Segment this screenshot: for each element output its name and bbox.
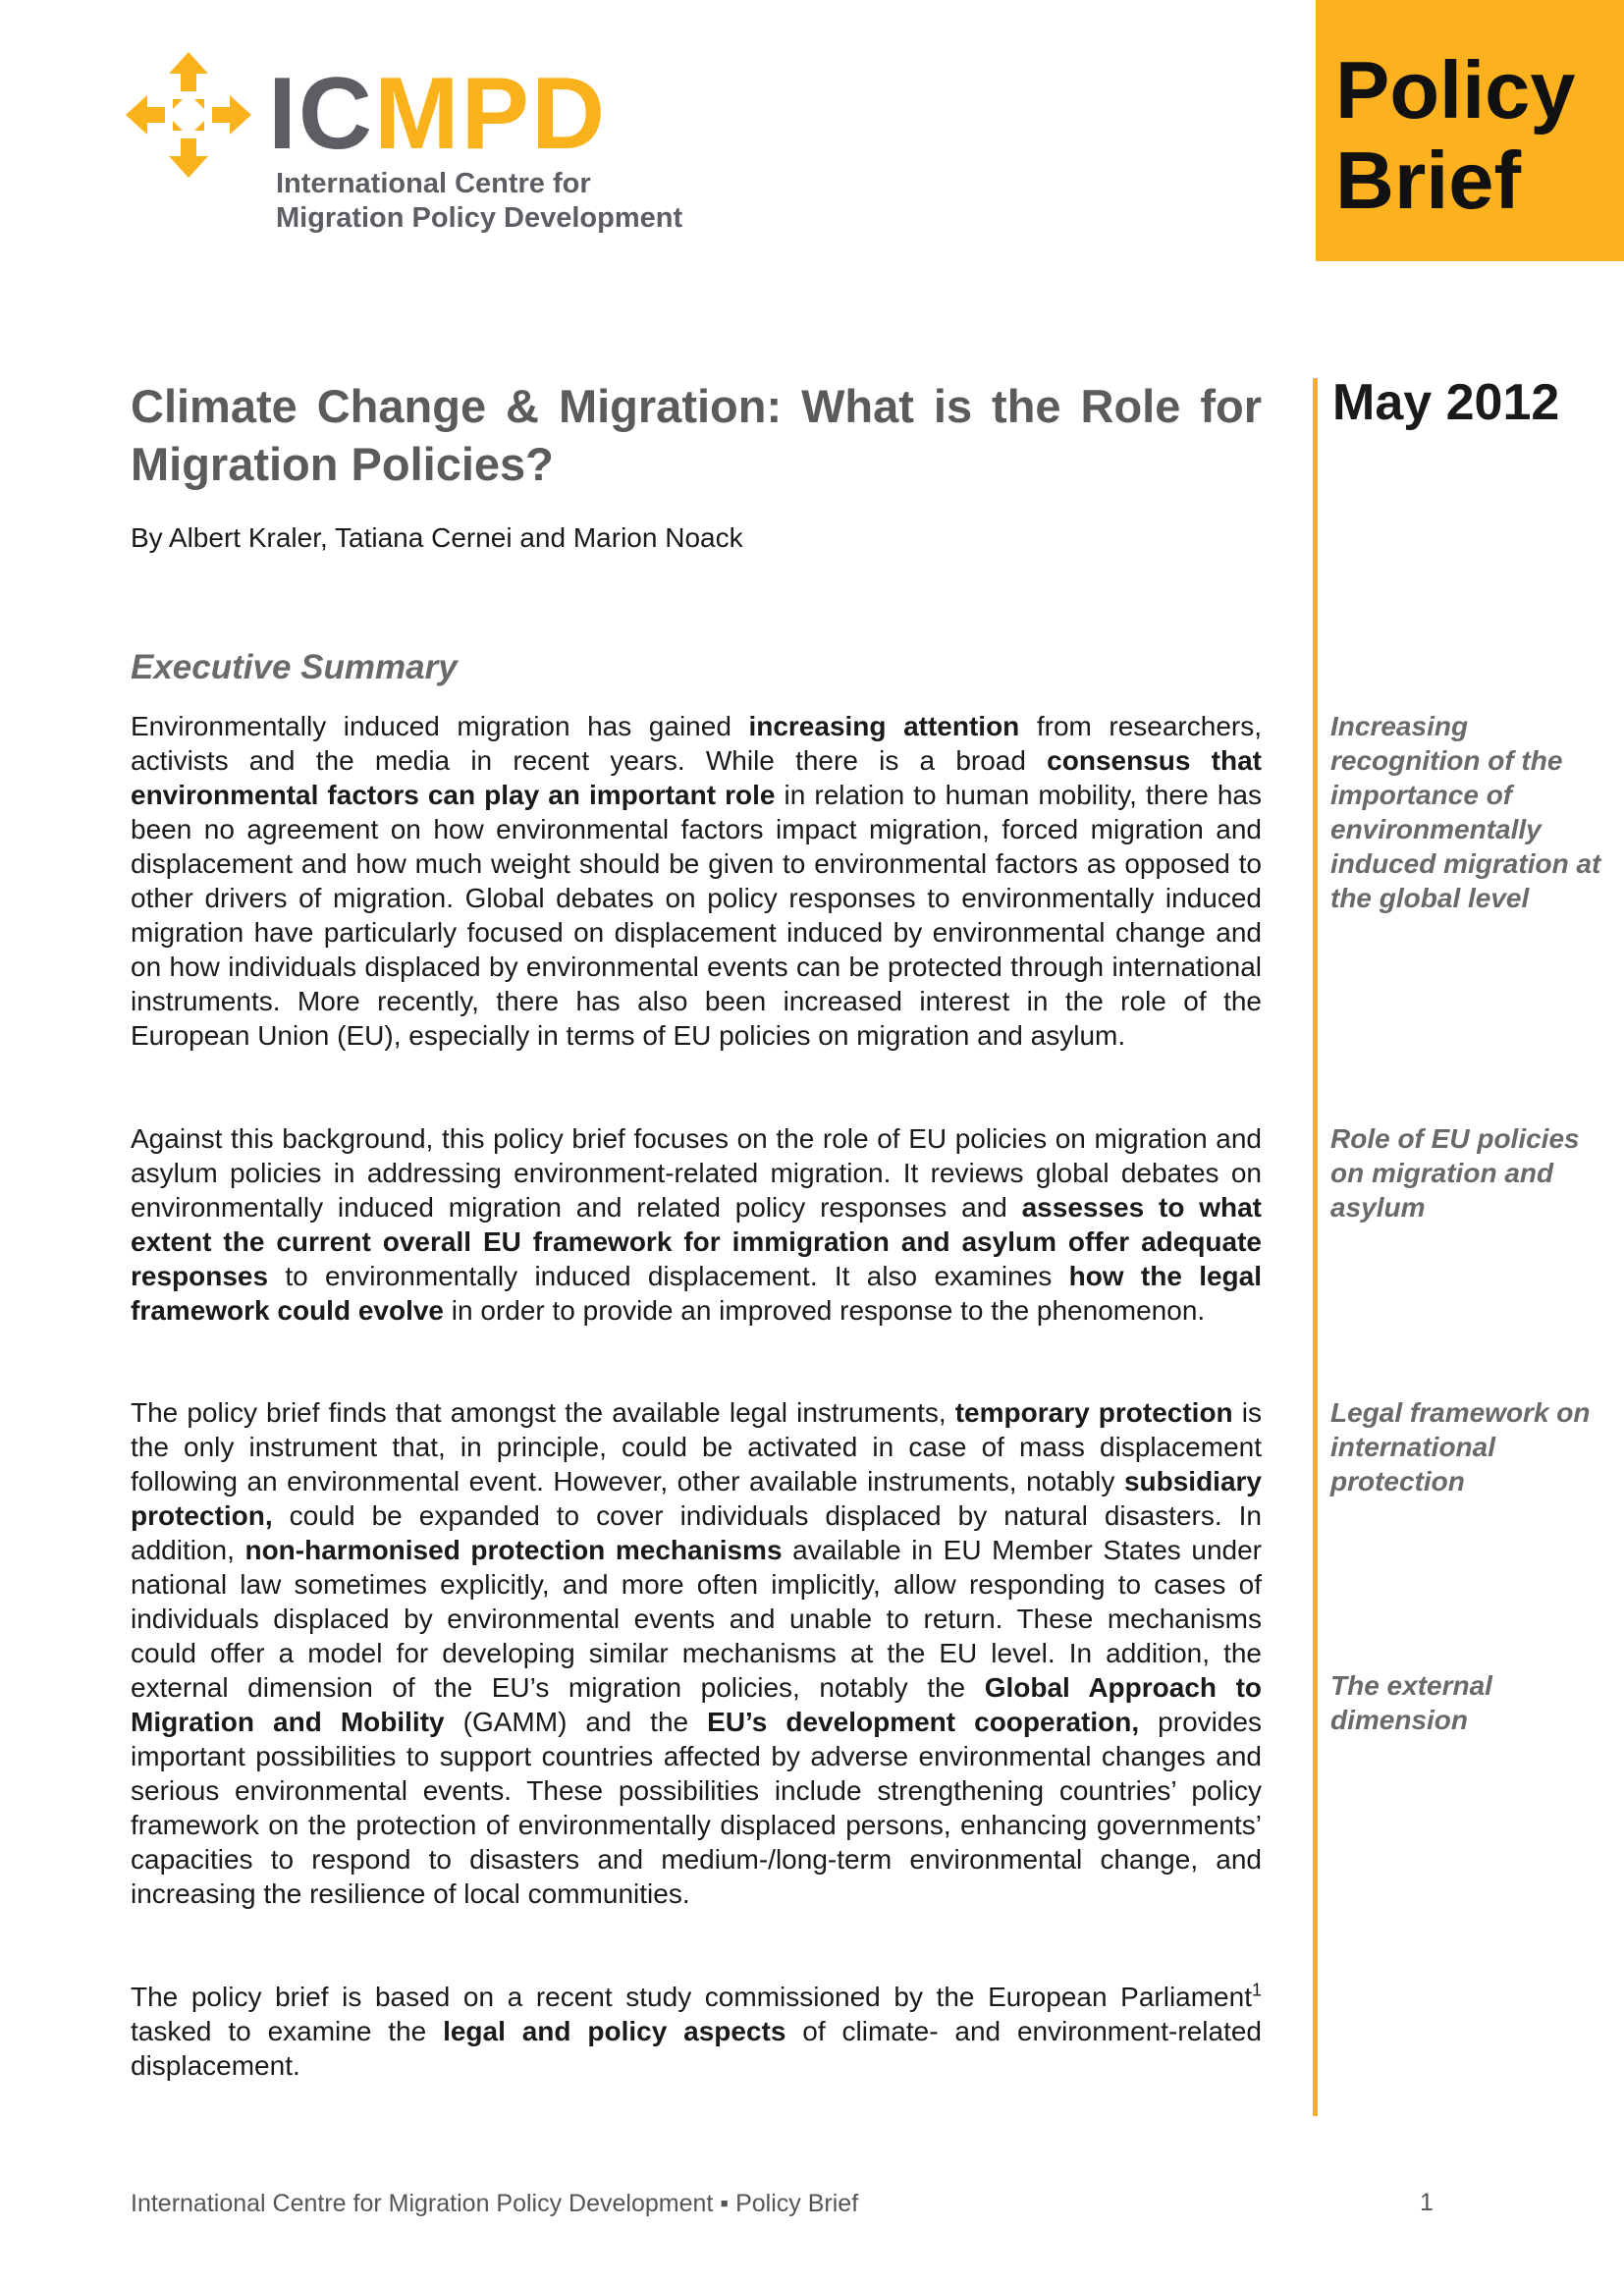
logo-subtitle-line1: International Centre for	[276, 168, 591, 199]
text-run: in relation to human mobility, there has been no agreement on how environmental factors impact migration, forced migration and displacement and how much weight should be given to environmental factors as opposed to other drivers of migration. Global debates on policy responses to environmentally induced migration have particularly focused on displacement induced by environmental change and on how individuals displaced by environmental events can be protected through international instruments. More recently, there has also been increased interest in the role of the European Union (EU), especially in terms of EU policies on migration and asylum.	[131, 780, 1263, 1051]
emphasis: EU’s development cooperation,	[707, 1707, 1140, 1737]
author-byline: By Albert Kraler, Tatiana Cernei and Marion Noack	[131, 522, 743, 553]
text-run: to environmentally induced displacement. It also examines	[268, 1261, 1069, 1291]
paragraph-2	[131, 1121, 1262, 1328]
emphasis: assesses to what extent the current overall EU framework for immigration and asylum offer adequate responses	[131, 1192, 1263, 1291]
text-run: The policy brief finds that amongst the available legal instruments,	[131, 1397, 955, 1428]
page-footer: International Centre for Migration Policy Development ▪ Policy Brief	[131, 2190, 859, 2217]
text-run: provides important possibilities to support countries affected by adverse environmental changes and serious environmental events. These possibilities include strengthening countries’ policy framework on the protection of environmentally displaced persons, enhancing governments’ capacities to respond to disasters and medium-/long-term environmental change, and increasing the resilience of local communities.	[131, 1707, 1263, 1909]
badge-line-2: Brief	[1335, 135, 1522, 226]
sidebar-note-3: Legal framework on international protection	[1330, 1397, 1591, 1496]
logo-subtitle	[276, 167, 682, 236]
logo-wordmark	[268, 57, 608, 171]
emphasis: Global Approach to Migration and Mobility	[131, 1672, 1263, 1737]
text-run: could be expanded to cover individuals displaced by natural disasters. In addition,	[131, 1500, 1262, 1565]
emphasis: non-harmonised protection mechanisms	[244, 1535, 783, 1565]
sidebar-note-4: The external dimension	[1330, 1670, 1492, 1735]
paragraph-3	[131, 1395, 1262, 1911]
sidebar-divider	[1313, 378, 1318, 2116]
text-run: The policy brief is based on a recent study commissioned by the European Parliament	[131, 1982, 1252, 2012]
text-run: Environmentally induced migration has gained	[131, 711, 749, 741]
emphasis: temporary protection	[954, 1397, 1233, 1428]
sidebar-note-1: Increasing recognition of the importance of environmentally induced migration at the global level	[1330, 711, 1601, 913]
emphasis: subsidiary protection,	[131, 1466, 1262, 1531]
icmpd-logo-icon	[126, 52, 251, 178]
text-run: of climate- and environment-related displacement.	[131, 2016, 1262, 2081]
emphasis: increasing attention	[748, 711, 1020, 741]
policy-brief-label	[1335, 45, 1576, 226]
logo-word-ic: IC	[268, 57, 374, 171]
logo-subtitle-line2: Migration Policy Development	[276, 202, 683, 234]
paragraph-4	[131, 1980, 1262, 2083]
page-number: 1	[1420, 2189, 1434, 2216]
logo-word-mpd: MPD	[374, 57, 608, 171]
text-run: (GAMM) and the	[444, 1707, 708, 1737]
publication-date: May 2012	[1332, 374, 1560, 431]
emphasis: consensus that environmental factors can play an important role	[131, 745, 1262, 810]
sidebar-note-2: Role of EU policies on migration and asylum	[1330, 1123, 1580, 1223]
emphasis: legal and policy aspects	[443, 2016, 786, 2046]
footnote-ref[interactable]: 1	[1251, 1980, 1262, 2000]
paragraph-1	[131, 709, 1262, 1053]
emphasis: how the legal framework could evolve	[131, 1261, 1263, 1326]
text-run: available in EU Member States under national law sometimes explicitly, and more often implicitly, allow responding to cases of individuals displaced by environmental events and unable to return. These mechanisms could offer a model for developing similar mechanisms at the EU level. In addition, the external dimension of the EU’s migration policies, notably the	[131, 1535, 1263, 1703]
text-run: tasked to examine the	[131, 2016, 444, 2046]
text-run: is the only instrument that, in principle, could be activated in case of mass displacement following an environmental event. However, other available instruments, notably	[131, 1397, 1263, 1496]
section-heading: Executive Summary	[131, 648, 458, 686]
text-run: in order to provide an improved response to the phenomenon.	[444, 1295, 1206, 1326]
text-run: Against this background, this policy brief focuses on the role of EU policies on migration and asylum policies in addressing environment-related migration. It reviews global debates on environmentally induced migration and related policy responses and	[131, 1123, 1262, 1223]
text-run: from researchers, activists and the media in recent years. While there is a broad	[131, 711, 1263, 776]
badge-line-1: Policy	[1335, 44, 1576, 136]
document-title: Climate Change & Migration: What is the Role for Migration Policies?	[131, 380, 1262, 490]
